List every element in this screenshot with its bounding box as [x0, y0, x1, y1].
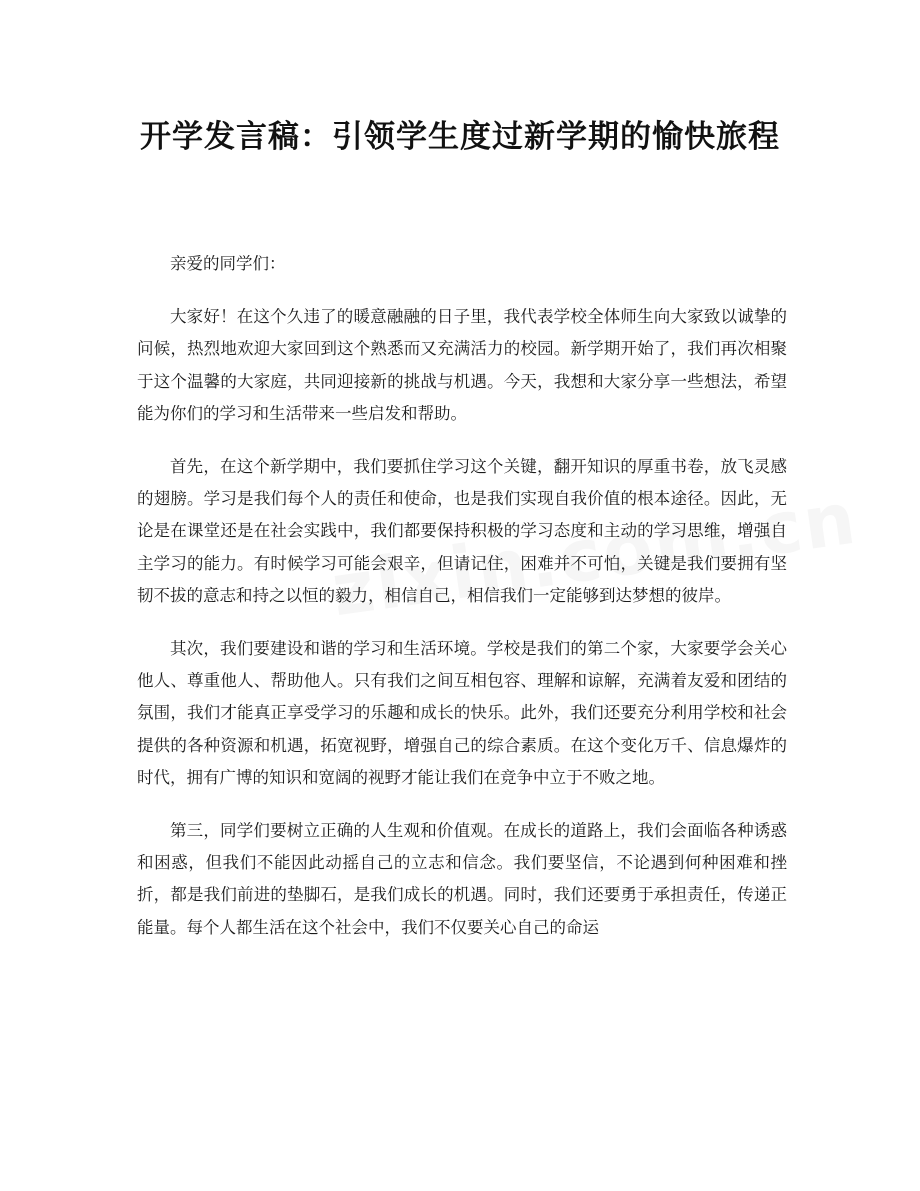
body-paragraph-4: 第三，同学们要树立正确的人生观和价值观。在成长的道路上，我们会面临各种诱惑和困惑，但我们不能因此动摇自己的立志和信念。我们要坚信，不论遇到何种困难和挫折，都是我们前进的垫脚石，是我们成长的机遇。同时，我们还要勇于承担责任，传递正能量。每个人都生活在这个社会中，我们不仅要关心自己的命运: [137, 821, 787, 937]
body-paragraph-1: 大家好！在这个久违了的暖意融融的日子里，我代表学校全体师生向大家致以诚挚的问候，热烈地欢迎大家回到这个熟悉而又充满活力的校园。新学期开始了，我们再次相聚于这个温馨的大家庭，共同迎接新的挑战与机遇。今天，我想和大家分享一些想法，希望能为你们的学习和生活带来一些启发和帮助。: [137, 307, 787, 423]
document-title: 开学发言稿：引领学生度过新学期的愉快旅程: [140, 119, 780, 155]
body-paragraph-2: 首先，在这个新学期中，我们要抓住学习这个关键，翻开知识的厚重书卷，放飞灵感的翅膀。学习是我们每个人的责任和使命，也是我们实现自我价值的根本途径。因此，无论是在课堂还是在社会实践中，我们都要保持积极的学习态度和主动的学习思维，增强自主学习的能力。有时候学习可能会艰辛，但请记住，困难并不可怕，关键是我们要拥有坚韧不拔的意志和持之以恒的毅力，相信自己，相信我们一定能够到达梦想的彼岸。: [137, 457, 787, 605]
body-paragraph-3: 其次，我们要建设和谐的学习和生活环境。学校是我们的第二个家，大家要学会关心他人、尊重他人、帮助他人。只有我们之间互相包容、理解和谅解，充满着友爱和团结的氛围，我们才能真正享受学习的乐趣和成长的快乐。此外，我们还要充分利用学校和社会提供的各种资源和机遇，拓宽视野，增强自己的综合素质。在这个变化万千、信息爆炸的时代，拥有广博的知识和宽阔的视野才能让我们在竞争中立于不败之地。: [137, 639, 787, 787]
document-body: [137, 248, 787, 965]
salutation-paragraph: 亲爱的同学们：: [170, 254, 286, 273]
